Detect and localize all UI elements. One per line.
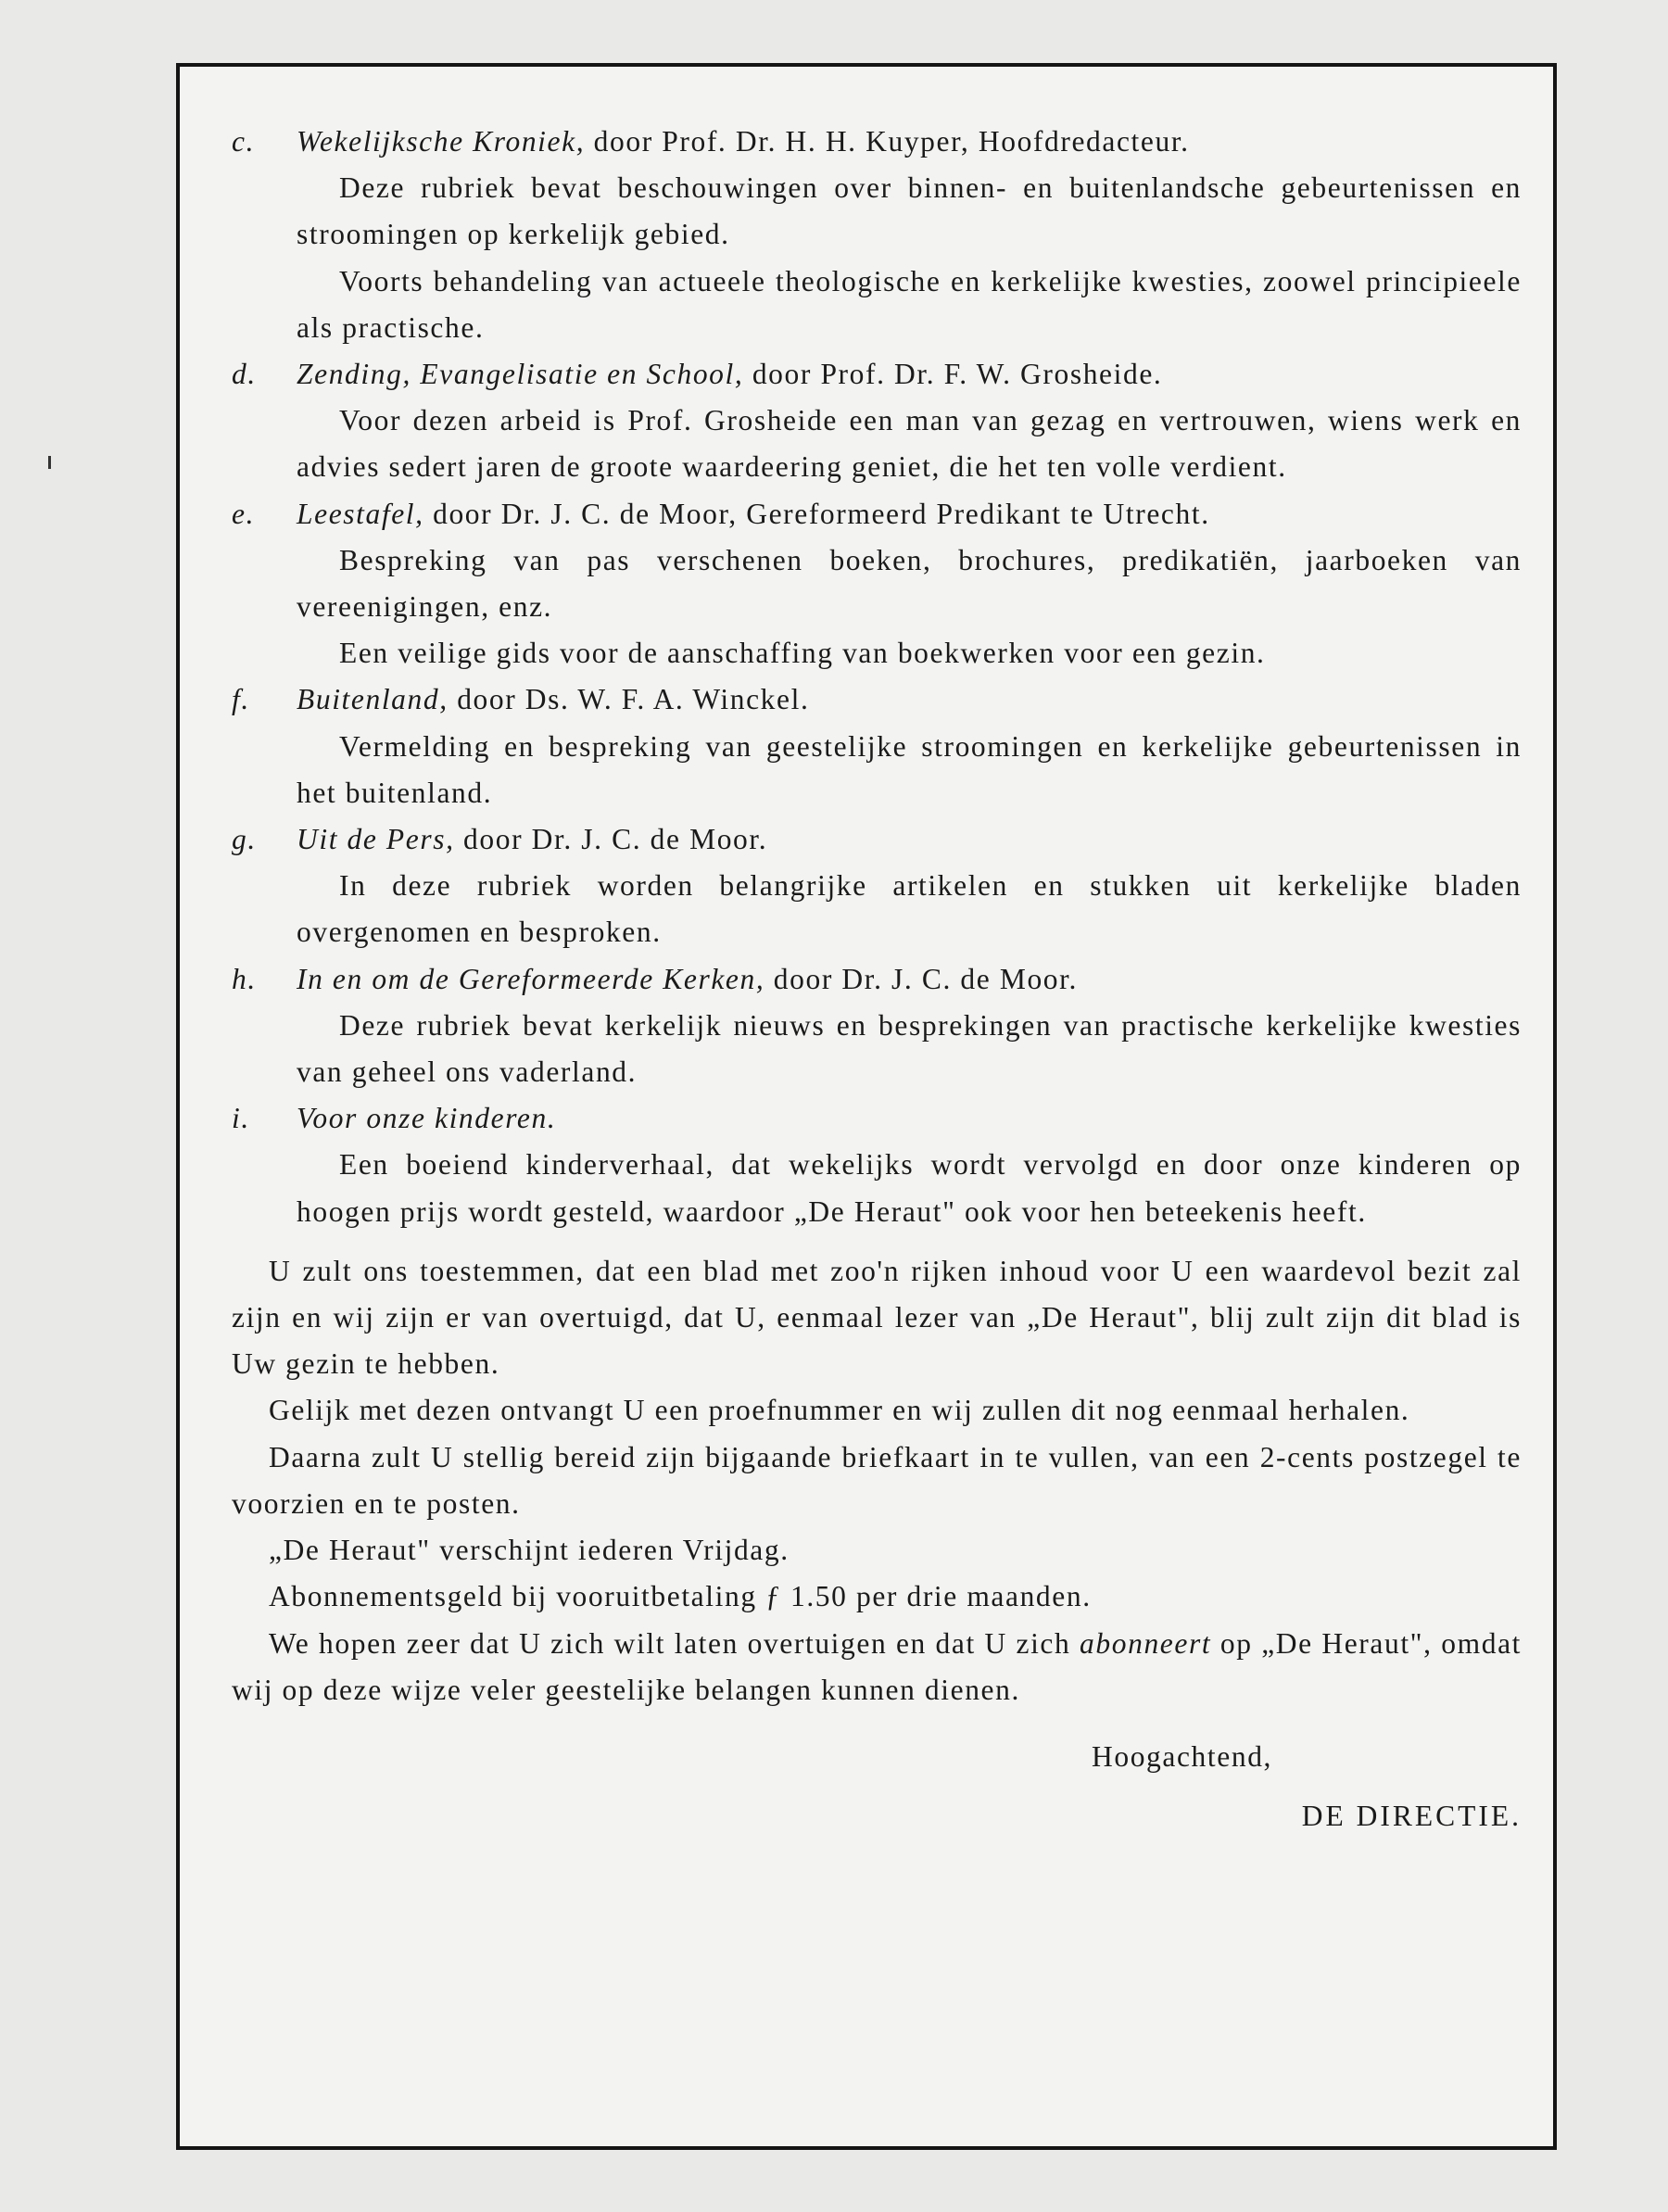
margin-speck xyxy=(48,456,51,469)
entry-paragraph: Een veilige gids voor de aanschaffing van boekwerken voor een gezin. xyxy=(339,637,1266,670)
entry-paragraph: Vermelding en bespreking van geestelijke stroomingen en kerkelijke gebeurtenissen in het buitenland. xyxy=(297,729,1522,809)
entry-c xyxy=(232,119,1522,351)
entry-paragraph: Voor dezen arbeid is Prof. Grosheide een man van gezag en vertrouwen, wiens werk en advies sedert jaren de groote waardeering geniet, die het ten volle verdient. xyxy=(297,404,1522,484)
entry-description xyxy=(232,724,1522,816)
closing-text-run: op „De Heraut", omdat wij op deze wijze veler geestelijke belangen kunnen dienen. xyxy=(232,1626,1523,1706)
entry-g xyxy=(232,816,1522,956)
entry-heading xyxy=(232,491,1522,537)
entry-paragraph: Bespreking van pas verschenen boeken, brochures, predikatiën, jaarboeken van vereenigingen, enz. xyxy=(297,543,1522,624)
closing-paragraph: Abonnementsgeld bij vooruitbetaling ƒ 1.50 per drie maanden. xyxy=(269,1580,1092,1613)
entry-title: Buitenland, xyxy=(297,683,449,716)
entry-paragraph: Deze rubriek bevat kerkelijk nieuws en besprekingen van practische kerkelijke kwesties van geheel ons vaderland. xyxy=(297,1008,1522,1089)
entry-description xyxy=(232,398,1522,490)
entry-heading xyxy=(232,676,1522,723)
closing-text xyxy=(232,1248,1522,1713)
entry-byline: door Dr. J. C. de Moor, Gereformeerd Predikant te Utrecht. xyxy=(433,497,1210,530)
salutation: Hoogachtend, xyxy=(1092,1739,1273,1773)
entry-title: Wekelijksche Kroniek, xyxy=(297,125,586,158)
entry-i xyxy=(232,1095,1522,1235)
entry-byline: door Prof. Dr. H. H. Kuyper, Hoofdredacteur. xyxy=(593,125,1190,158)
entry-paragraph: In deze rubriek worden belangrijke artikelen en stukken uit kerkelijke bladen overgenomen en besproken. xyxy=(297,869,1522,949)
entry-letter: d. xyxy=(232,358,257,391)
entry-letter: i. xyxy=(232,1102,250,1135)
entry-title: Zending, Evangelisatie en School, xyxy=(297,358,744,391)
document-body xyxy=(232,119,1522,1839)
entry-byline: door Ds. W. F. A. Winckel. xyxy=(457,683,810,716)
entry-heading xyxy=(232,119,1522,165)
entry-letter: h. xyxy=(232,962,257,995)
closing-paragraph xyxy=(232,1621,1522,1713)
entry-title: Leestafel, xyxy=(297,497,424,530)
entry-letter: e. xyxy=(232,497,256,530)
entry-letter: f. xyxy=(232,683,250,716)
entry-byline: door Dr. J. C. de Moor. xyxy=(463,823,768,856)
entry-paragraph: Een boeiend kinderverhaal, dat wekelijks wordt vervolgd en door onze kinderen op hoogen prijs wordt gesteld, waardoor „De Heraut" ook voor hen beteekenis heeft. xyxy=(297,1148,1522,1228)
entry-heading xyxy=(232,816,1522,863)
entry-heading xyxy=(232,1095,1522,1142)
closing-paragraph: „De Heraut" verschijnt iederen Vrijdag. xyxy=(269,1534,790,1567)
entry-h xyxy=(232,956,1522,1096)
entry-description xyxy=(232,1142,1522,1234)
entry-description xyxy=(232,1003,1522,1095)
entry-title: Voor onze kinderen. xyxy=(297,1102,557,1135)
entry-paragraph: Deze rubriek bevat beschouwingen over binnen- en buitenlandsche gebeurtenissen en stroomingen op kerkelijk gebied. xyxy=(297,171,1522,251)
closing-paragraph: Gelijk met dezen ontvangt U een proefnummer en wij zullen dit nog eenmaal herhalen. xyxy=(269,1394,1410,1427)
entry-paragraph: Voorts behandeling van actueele theologische en kerkelijke kwesties, zoowel principieele als practische. xyxy=(297,264,1522,344)
entry-e xyxy=(232,491,1522,677)
closing-paragraph: U zult ons toestemmen, dat een blad met zoo'n rijken inhoud voor U een waardevol bezit zal zijn en wij zijn er van overtuigd, dat U, eenmaal lezer van „De Heraut", blij zult zijn dit blad is Uw gezin te hebben. xyxy=(232,1254,1522,1381)
signature: DE DIRECTIE. xyxy=(1301,1800,1522,1833)
entry-description xyxy=(232,165,1522,351)
emphasized-word: abonneert xyxy=(1080,1626,1212,1660)
entry-heading xyxy=(232,351,1522,398)
entry-d xyxy=(232,351,1522,491)
entry-description xyxy=(232,863,1522,955)
entry-title: In en om de Gereformeerde Kerken, xyxy=(297,962,765,995)
entry-byline: door Dr. J. C. de Moor. xyxy=(773,962,1078,995)
entry-f xyxy=(232,676,1522,816)
entry-heading xyxy=(232,956,1522,1003)
entry-byline: door Prof. Dr. F. W. Grosheide. xyxy=(752,358,1163,391)
document-frame xyxy=(176,63,1557,2150)
closing-text-run: We hopen zeer dat U zich wilt laten overtuigen en dat U zich xyxy=(269,1626,1071,1660)
closing-paragraph: Daarna zult U stellig bereid zijn bijgaande briefkaart in te vullen, van een 2-cents postzegel te voorzien en te posten. xyxy=(232,1440,1522,1520)
entry-title: Uit de Pers, xyxy=(297,823,455,856)
entry-description xyxy=(232,537,1522,677)
entry-letter: c. xyxy=(232,125,256,158)
entry-letter: g. xyxy=(232,823,257,856)
